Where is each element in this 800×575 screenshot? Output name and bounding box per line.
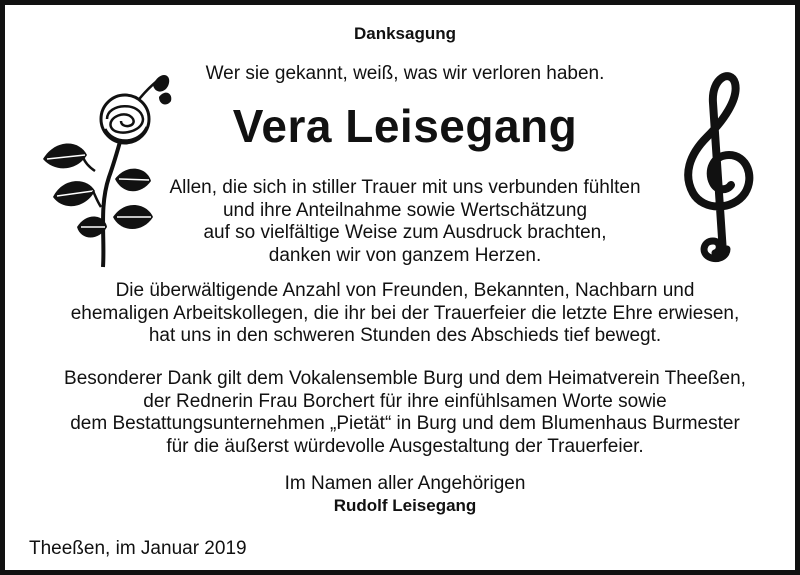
closing-block [5, 473, 800, 517]
text-line: dem Bestattungsunternehmen „Pietät“ in Burg und dem Blumenhaus Burmester [70, 413, 740, 434]
text-line: Die überwältigende Anzahl von Freunden, Bekannten, Nachbarn und [115, 280, 695, 301]
signature: Rudolf Leisegang [333, 496, 477, 515]
text-line: und ihre Anteilnahme sowie Wertschätzung [222, 199, 588, 221]
thanks-paragraph-2 [5, 280, 800, 348]
text-line: Besonderer Dank gilt dem Vokalensemble Burg und dem Heimatverein Theeßen, [64, 368, 746, 389]
thanks-paragraph-1 [5, 177, 800, 267]
closing-line: Im Namen aller Angehörigen [284, 473, 526, 494]
motto-line: Wer sie gekannt, weiß, was wir verloren haben. [205, 63, 605, 84]
text-line: danken wir von ganzem Herzen. [268, 244, 542, 266]
text-line: hat uns in den schweren Stunden des Abschieds tief bewegt. [148, 325, 662, 346]
place-date: Theeßen, im Januar 2019 [29, 538, 247, 559]
text-line: für die äußerst würdevolle Ausgestaltung der Trauerfeier. [166, 435, 644, 457]
thanks-paragraph-3 [5, 368, 800, 458]
text-line: der Rednerin Frau Borchert für ihre einfühlsamen Worte sowie [143, 390, 667, 412]
deceased-name: Vera Leisegang [232, 100, 578, 152]
notice-heading: Danksagung [353, 24, 457, 43]
text-line: auf so vielfältige Weise zum Ausdruck brachten, [203, 222, 607, 243]
text-line: ehemaligen Arbeitskollegen, die ihr bei der Trauerfeier die letzte Ehre erwiesen, [70, 302, 740, 324]
text-line: Allen, die sich in stiller Trauer mit uns verbunden fühlten [169, 177, 641, 198]
